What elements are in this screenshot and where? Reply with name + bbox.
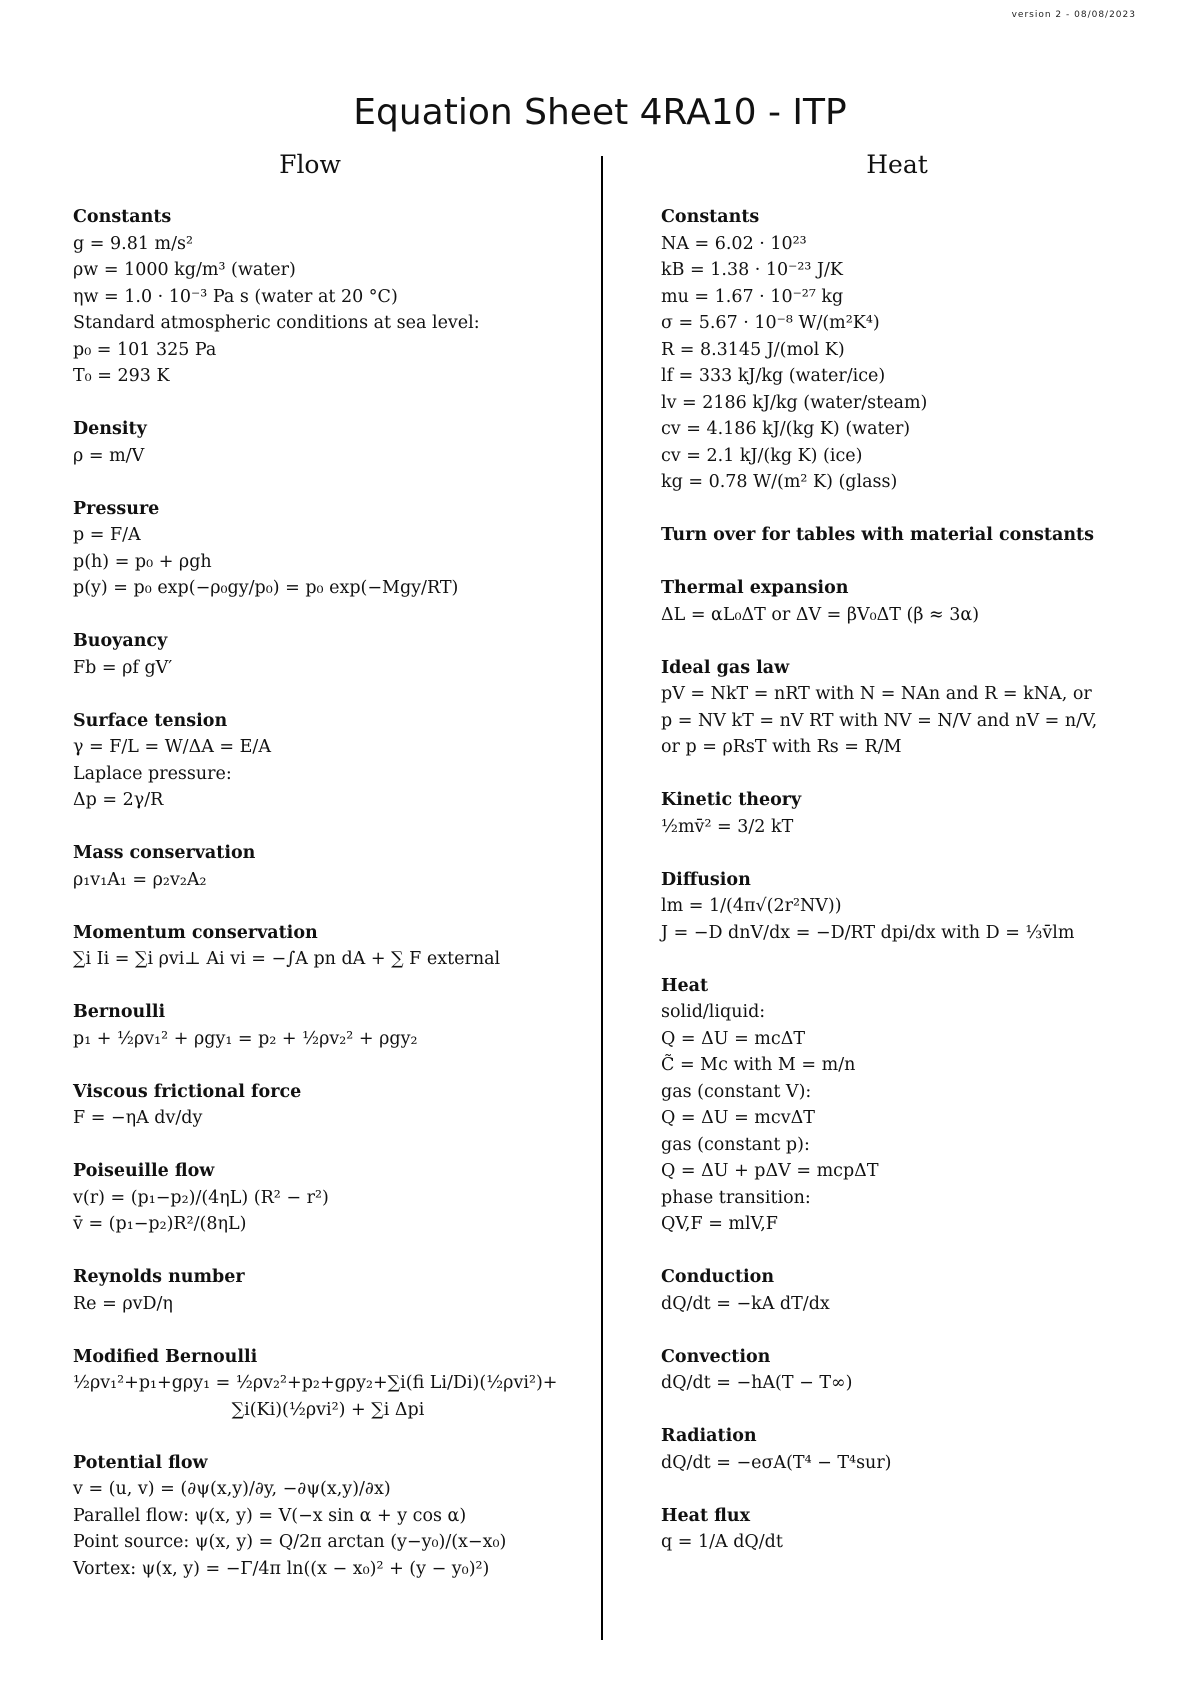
equation-line: phase transition: [661, 1187, 811, 1208]
flow-section [73, 204, 583, 390]
equation-line: Vortex: ψ(x, y) = −Γ/4π ln((x − x₀)² + (y − y₀)²) [73, 1558, 490, 1579]
equation-line: dQ/dt = −eσA(T⁴ − T⁴sur) [661, 1452, 892, 1473]
section-title: Buoyancy [73, 631, 168, 651]
flow-column [73, 204, 583, 1609]
equation-line: cv = 4.186 kJ/(kg K) (water) [661, 419, 911, 439]
equation-line: p(y) = p₀ exp(−ρ₀gy/p₀) = p₀ exp(−Mgy/RT) [73, 578, 459, 598]
heat-section [661, 787, 1161, 840]
equation-line: γ = F/L = W/ΔA = E/A [73, 737, 271, 757]
section-title: Modified Bernoulli [73, 1346, 258, 1367]
equation-line: Re = ρvD/η [73, 1293, 173, 1314]
equation-line: QV,F = mlV,F [661, 1214, 778, 1234]
flow-section [73, 1079, 583, 1132]
equation-line: gas (constant p): [661, 1134, 810, 1155]
flow-section [73, 496, 583, 602]
flow-section [73, 628, 583, 681]
section-title: Bernoulli [73, 1002, 166, 1022]
heat-section [661, 1344, 1161, 1397]
section-title: Heat flux [661, 1505, 751, 1526]
equation-line: v̄ = (p₁−p₂)R²/(8ηL) [73, 1214, 247, 1234]
equation-line: p₁ + ½ρv₁² + ρgy₁ = p₂ + ½ρv₂² + ρgy₂ [73, 1028, 418, 1049]
equation-line: Δp = 2γ/R [73, 790, 164, 810]
equation-line: F = −ηA dv/dy [73, 1108, 203, 1128]
heat-section [661, 1503, 1161, 1556]
flow-section [73, 920, 583, 973]
equation-line: gas (constant V): [661, 1081, 812, 1102]
equation-line: Q = ΔU = mcvΔT [661, 1108, 815, 1128]
equation-line: dQ/dt = −kA dT/dx [661, 1293, 830, 1314]
equation-line: v(r) = (p₁−p₂)/(4ηL) (R² − r²) [73, 1187, 329, 1208]
section-title: Turn over for tables with material constants [661, 525, 1094, 545]
flow-section [73, 1344, 583, 1424]
section-title: Constants [73, 207, 172, 227]
version-label: version 2 - 08/08/2023 [1011, 10, 1136, 20]
section-title: Mass conservation [73, 843, 256, 863]
equation-line: Q = ΔU + pΔV = mcpΔT [661, 1161, 879, 1181]
equation-line: Fb = ρf gV′ [73, 657, 173, 678]
equation-line: lf = 333 kJ/kg (water/ice) [661, 366, 886, 386]
equation-line: or p = ρRsT with Rs = R/M [661, 737, 902, 757]
section-title: Heat [661, 975, 709, 996]
equation-line: ρ = m/V [73, 445, 145, 466]
section-title: Conduction [661, 1267, 775, 1287]
flow-column-heading: Flow [279, 150, 341, 179]
section-title: Diffusion [661, 869, 751, 890]
section-title: Momentum conservation [73, 922, 318, 943]
flow-section [73, 416, 583, 469]
equation-line: C̃ = Mc with M = m/n [661, 1055, 856, 1075]
section-title: Ideal gas law [661, 657, 790, 678]
equation-line: p(h) = p₀ + ρgh [73, 551, 212, 572]
equation-line: cv = 2.1 kJ/(kg K) (ice) [661, 445, 863, 466]
section-title: Radiation [661, 1426, 757, 1446]
flow-section [73, 1264, 583, 1317]
heat-section [661, 867, 1161, 947]
equation-line: T₀ = 293 K [73, 366, 170, 386]
section-title: Viscous frictional force [73, 1081, 302, 1102]
equation-line: Q = ΔU = mcΔT [661, 1028, 806, 1049]
section-title: Kinetic theory [661, 790, 802, 810]
equation-line: ∑i Ii = ∑i ρvi⊥ Ai vi = −∫A pn dA + ∑ F external [73, 949, 501, 969]
equation-line: v = (u, v) = (∂ψ(x,y)/∂y, −∂ψ(x,y)/∂x) [73, 1479, 391, 1499]
heat-section [661, 973, 1161, 1238]
section-title: Convection [661, 1346, 771, 1367]
equation-line: ½ρv₁²+p₁+gρy₁ = ½ρv₂²+p₂+gρy₂+∑i(fi Li/Di)(½ρvi²)+ [73, 1373, 558, 1393]
heat-section [661, 575, 1161, 628]
equation-line: p = F/A [73, 525, 141, 545]
equation-line: NA = 6.02 · 10²³ [661, 233, 807, 254]
section-title: Density [73, 419, 147, 439]
equation-line: kB = 1.38 · 10⁻²³ J/K [661, 260, 843, 280]
equation-line: lm = 1/(4π√(2r²NV)) [661, 896, 842, 916]
flow-section [73, 708, 583, 814]
section-title: Pressure [73, 498, 160, 519]
heat-section [661, 1423, 1161, 1476]
heat-section [661, 1264, 1161, 1317]
flow-section [73, 1158, 583, 1238]
equation-line: R = 8.3145 J/(mol K) [661, 339, 845, 360]
flow-section [73, 999, 583, 1052]
equation-line: Parallel flow: ψ(x, y) = V(−x sin α + y cos α) [73, 1505, 467, 1526]
equation-line: mu = 1.67 · 10⁻²⁷ kg [661, 286, 844, 307]
equation-line: ½mv̄² = 3/2 kT [661, 816, 794, 837]
section-title: Surface tension [73, 710, 228, 731]
equation-line: ΔL = αL₀ΔT or ΔV = βV₀ΔT (β ≈ 3α) [661, 604, 980, 625]
equation-line: g = 9.81 m/s² [73, 233, 194, 254]
equation-line: J = −D dnV/dx = −D/RT dpi/dx with D = ⅓v̄lm [661, 922, 1075, 943]
section-title: Reynolds number [73, 1267, 245, 1287]
section-title: Poiseuille flow [73, 1161, 215, 1181]
heat-section [661, 204, 1161, 496]
equation-line: ρ₁v₁A₁ = ρ₂v₂A₂ [73, 869, 207, 890]
equation-line: lv = 2186 kJ/kg (water/steam) [661, 392, 928, 413]
equation-line: dQ/dt = −hA(T − T∞) [661, 1373, 853, 1393]
equation-line: q = 1/A dQ/dt [661, 1532, 783, 1552]
heat-section [661, 655, 1161, 761]
equation-line: Point source: ψ(x, y) = Q/2π arctan (y−y₀)/(x−x₀) [73, 1532, 507, 1552]
page-title: Equation Sheet 4RA10 - ITP [353, 92, 847, 133]
equation-line: Standard atmospheric conditions at sea level: [73, 313, 480, 333]
column-divider [601, 156, 603, 1640]
equation-line: ∑i(Ki)(½ρvi²) + ∑i Δpi [231, 1399, 425, 1420]
flow-section [73, 840, 583, 893]
section-title: Thermal expansion [661, 578, 849, 598]
equation-line: solid/liquid: [661, 1002, 766, 1022]
equation-line: kg = 0.78 W/(m² K) (glass) [661, 472, 898, 492]
heat-column-heading: Heat [866, 150, 928, 179]
heat-section [661, 522, 1161, 549]
equation-line: p = NV kT = nV RT with NV = N/V and nV = n/V, [661, 710, 1098, 731]
equation-line: pV = NkT = nRT with N = NAn and R = kNA, or [661, 684, 1092, 704]
section-title: Potential flow [73, 1452, 208, 1473]
equation-line: p₀ = 101 325 Pa [73, 339, 217, 360]
equation-line: Laplace pressure: [73, 763, 232, 784]
equation-line: ρw = 1000 kg/m³ (water) [73, 260, 296, 280]
equation-line: ηw = 1.0 · 10⁻³ Pa s (water at 20 °C) [73, 286, 398, 307]
flow-section [73, 1450, 583, 1583]
section-title: Constants [661, 207, 760, 227]
equation-line: σ = 5.67 · 10⁻⁸ W/(m²K⁴) [661, 313, 880, 333]
heat-column [661, 204, 1161, 1582]
